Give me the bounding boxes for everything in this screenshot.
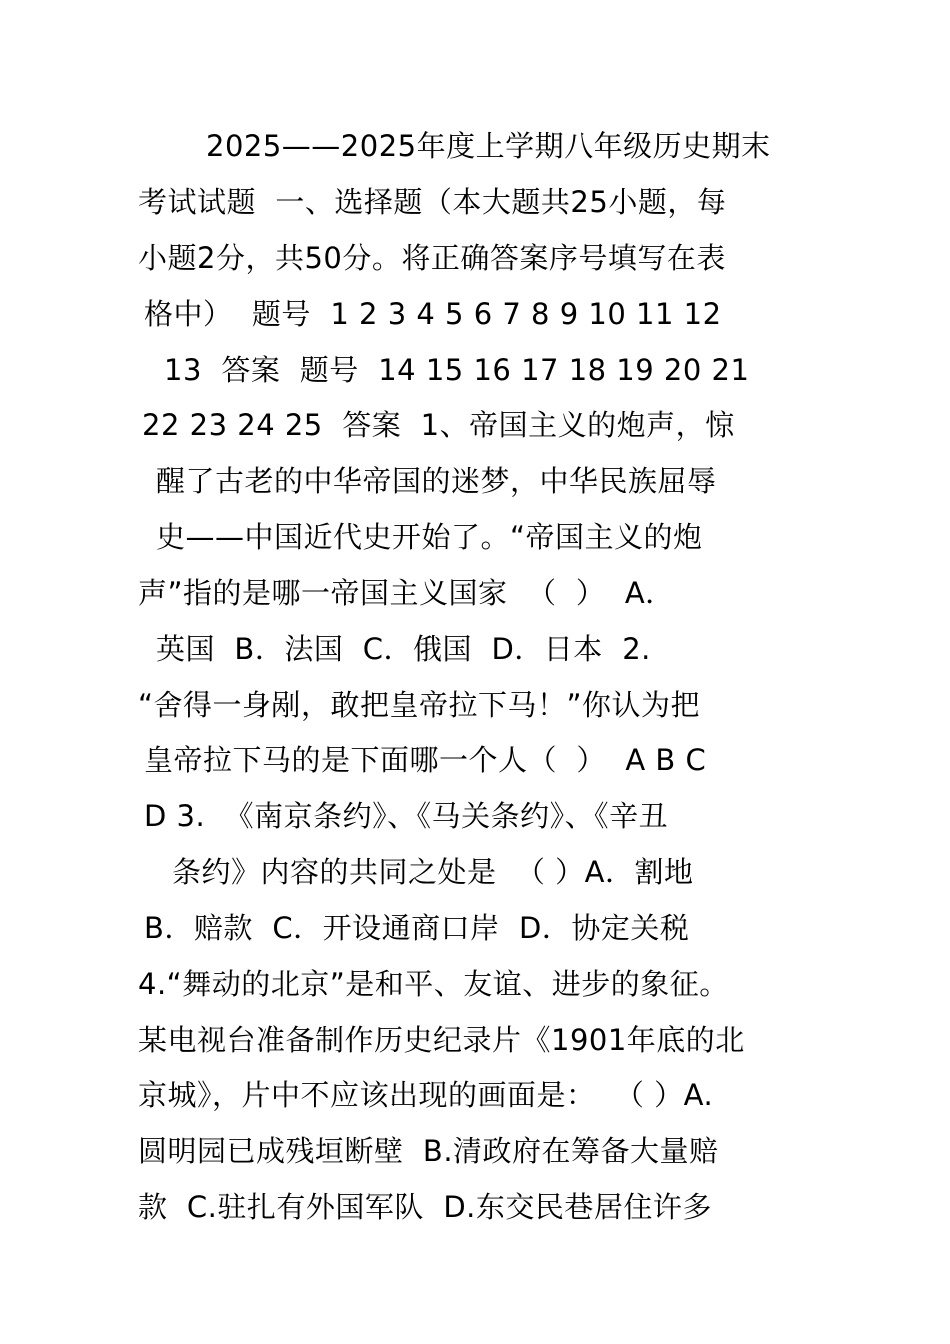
text-line: 款 C.驻扎有外国军队 D.东交民巷居住许多 [138,1190,712,1224]
text-line: “舍得一身剐，敢把皇帝拉下马！”你认为把 [138,688,701,722]
text-line: D 3. 《南京条约》、《马关条约》、《辛丑 [144,799,669,833]
text-line: 史——中国近代史开始了。“帝国主义的炮 [156,520,703,554]
text-line: 小题2分，共50分。将正确答案序号填写在表 [138,241,726,275]
text-line: 英国 B．法国 C．俄国 D．日本 2. [156,632,651,666]
text-line: 2025——2025年度上学期八年级历史期末 [206,129,771,163]
text-line: 醒了古老的中华帝国的迷梦，中华民族屈辱 [156,464,717,498]
text-line: 13 答案 题号 14 15 16 17 18 19 20 21 [164,353,750,387]
text-line: 圆明园已成残垣断壁 B.清政府在筹备大量赔 [138,1134,719,1168]
text-line: 格中） 题号 1 2 3 4 5 6 7 8 9 10 11 12 [144,297,722,331]
text-line: 条约》内容的共同之处是 （ ）A．割地 [172,855,694,889]
text-line: 京城》，片中不应该出现的画面是： （ ）A. [138,1078,714,1112]
text-line: B．赔款 C．开设通商口岸 D．协定关税 [144,911,690,945]
text-line: 考试试题 一、选择题（本大题共25小题，每 [138,185,727,219]
text-line: 4.“舞动的北京”是和平、友谊、进步的象征。 [138,967,729,1001]
text-line: 22 23 24 25 答案 1、帝国主义的炮声，惊 [142,408,735,442]
text-line: 声”指的是哪一帝国主义国家 （ ） A． [138,576,675,610]
text-line: 皇帝拉下马的是下面哪一个人（ ） A B C [144,743,707,777]
text-line: 某电视台准备制作历史纪录片《1901年底的北 [138,1023,745,1057]
